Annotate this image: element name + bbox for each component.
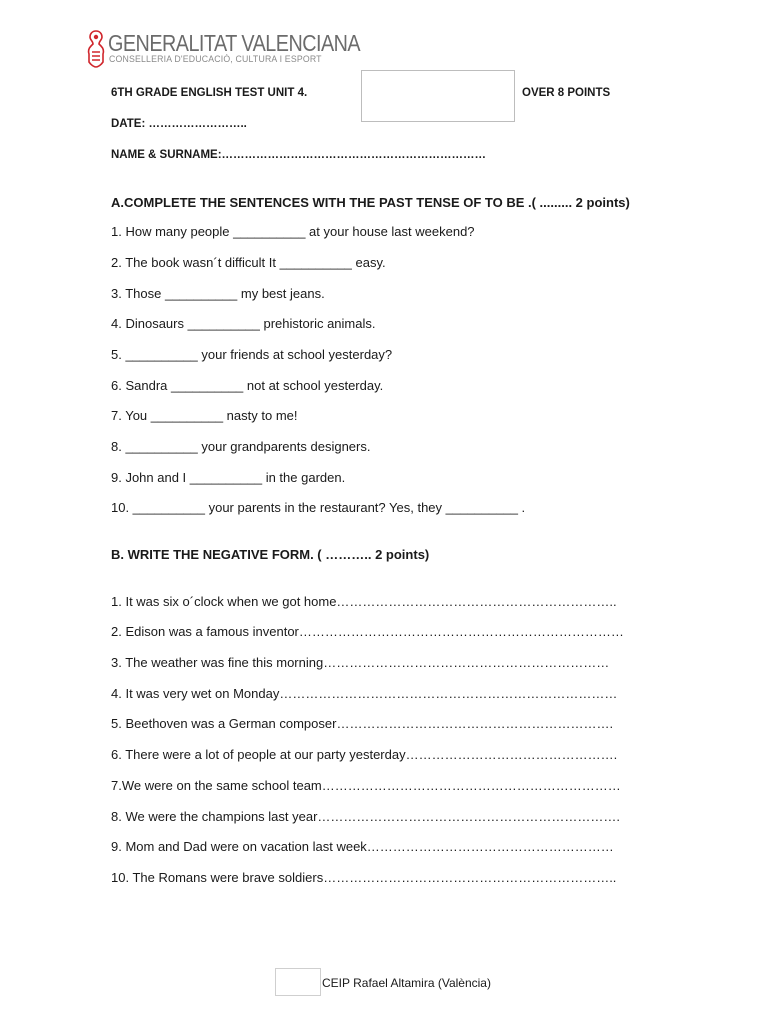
section-b-item: 10. The Romans were brave soldiers………………………………………………………….. [111, 870, 617, 885]
section-b-item: 4. It was very wet on Monday…………………………………………………………………… [111, 686, 618, 701]
logo-title: GENERALITAT VALENCIANA [108, 30, 361, 56]
section-a-item: 3. Those __________ my best jeans. [111, 286, 325, 301]
generalitat-logo [86, 28, 361, 70]
section-a-item: 9. John and I __________ in the garden. [111, 470, 346, 485]
over-points-label: OVER 8 POINTS [522, 87, 611, 99]
section-a-item: 4. Dinosaurs __________ prehistoric animals. [111, 316, 376, 331]
section-b-title: B. WRITE THE NEGATIVE FORM. ( ……….. 2 points) [111, 547, 430, 562]
section-a-title: A.COMPLETE THE SENTENCES WITH THE PAST TENSE OF TO BE .( ......... 2 points) [111, 195, 630, 210]
section-b-item: 1. It was six o´clock when we got home……………………………………………………….. [111, 594, 617, 609]
section-a-item: 5. __________ your friends at school yesterday? [111, 347, 393, 362]
section-b-item: 3. The weather was fine this morning………………………………………………………… [111, 655, 610, 670]
test-title: 6TH GRADE ENGLISH TEST UNIT 4. [111, 87, 308, 99]
section-b-item: 6. There were a lot of people at our party yesterday…………………………………………. [111, 747, 618, 762]
date-field: DATE: …………………….. [111, 118, 247, 130]
section-b-item: 5. Beethoven was a German composer………………………………………………………. [111, 716, 614, 731]
section-b-item: 9. Mom and Dad were on vacation last week………………………………………………… [111, 839, 614, 854]
name-field: NAME & SURNAME:…………………………………………………………… [111, 149, 487, 161]
section-a-item: 1. How many people __________ at your house last weekend? [111, 224, 475, 239]
grade-box[interactable] [361, 70, 515, 122]
logo-subtitle: CONSELLERIA D'EDUCACIÓ, CULTURA I ESPORT [109, 54, 322, 65]
section-a-item: 2. The book wasn´t difficult It __________ easy. [111, 255, 386, 270]
section-a-item: 6. Sandra __________ not at school yesterday. [111, 378, 384, 393]
footer-school: CEIP Rafael Altamira (València) [322, 976, 491, 990]
section-a-item: 10. __________ your parents in the restaurant? Yes, they __________ . [111, 500, 526, 515]
coat-of-arms-icon [86, 28, 106, 68]
section-b-item: 2. Edison was a famous inventor………………………………………………………………… [111, 624, 624, 639]
footer-stamp-box [275, 968, 321, 996]
section-a-item: 8. __________ your grandparents designers. [111, 439, 371, 454]
section-b-item: 7.We were on the same school team…………………………………………………………… [111, 778, 621, 793]
section-a-item: 7. You __________ nasty to me! [111, 408, 298, 423]
section-b-item: 8. We were the champions last year……………………………………………………………. [111, 809, 621, 824]
